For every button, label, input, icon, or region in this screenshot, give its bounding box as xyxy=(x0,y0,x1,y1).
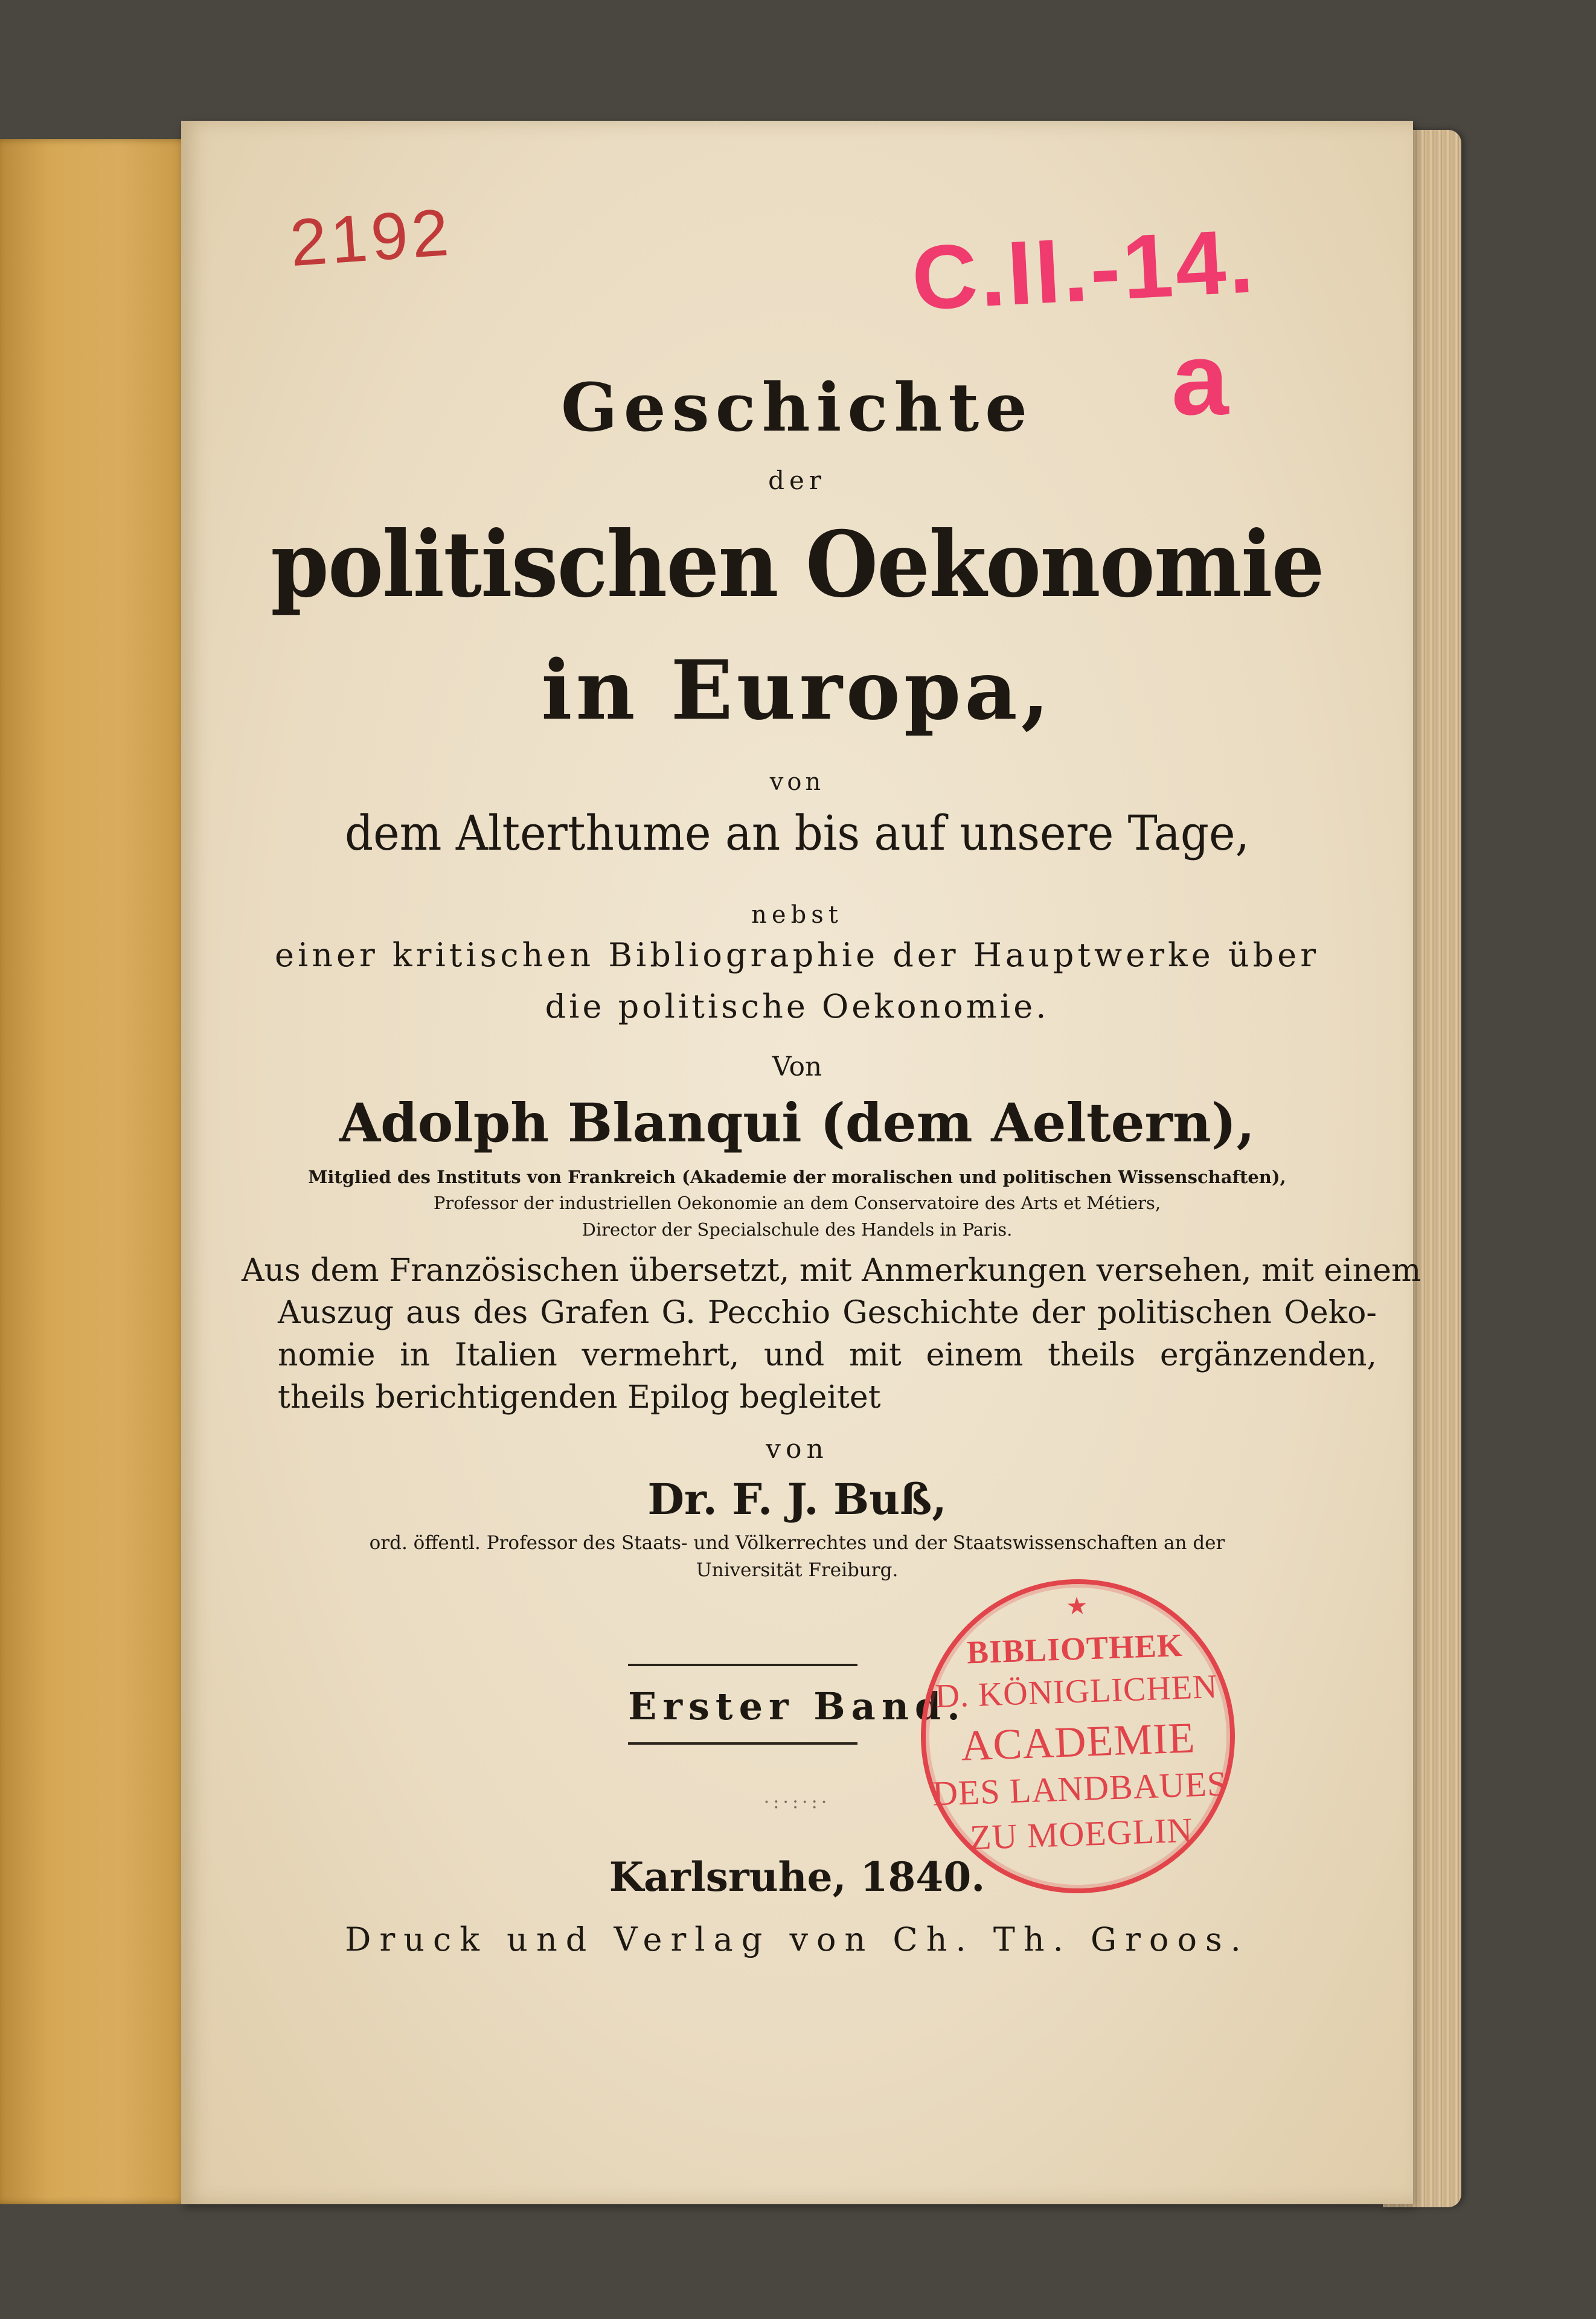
title-nebst: nebst xyxy=(751,901,843,929)
book-cover-board xyxy=(0,139,199,2204)
volume-label: Erster Band. xyxy=(628,1684,966,1728)
title-region: in Europa, xyxy=(541,642,1053,738)
translator-by: von xyxy=(766,1434,828,1464)
call-number-suffix: a xyxy=(1171,322,1229,437)
stamp-line-3: ACADEMIE xyxy=(960,1713,1196,1770)
bibliography-line-1: einer kritischen Bibliographie der Hauptwerke über xyxy=(274,936,1320,974)
author-name: Adolph Blanqui (dem Aeltern), xyxy=(339,1091,1255,1154)
translator-affiliation-2: Universität Freiburg. xyxy=(696,1559,899,1581)
title-page xyxy=(181,121,1421,2204)
library-stamp xyxy=(915,1574,1240,1899)
translation-note-line-1: Aus dem Französischen übersetzt, mit Anmerkungen versehen, mit einem xyxy=(242,1253,1421,1289)
author-by: Von xyxy=(772,1051,822,1082)
title-main: politischen Oekonomie xyxy=(271,512,1324,618)
author-affiliation-2: Professor der industriellen Oekonomie an dem Conservatoire des Arts et Métiers, xyxy=(433,1193,1161,1213)
translator-name: Dr. F. J. Buß, xyxy=(647,1474,947,1524)
translation-note-line-4: theils berichtigenden Epilog begleitet xyxy=(278,1379,881,1416)
stamp-star-icon: ★ xyxy=(1065,1592,1089,1621)
imprint-place-year: Karlsruhe, 1840. xyxy=(609,1853,985,1900)
stamp-line-5: ZU MOEGLIN xyxy=(969,1810,1194,1858)
bibliography-line-2: die politische Oekonomie. xyxy=(545,987,1050,1025)
title-word-geschichte: Geschichte xyxy=(560,368,1034,446)
translation-note-line-3: nomie in Italien vermehrt, und mit einem theils ergänzenden, xyxy=(278,1337,1377,1373)
title-von: von xyxy=(769,768,825,796)
stamp-line-1: BIBLIOTHEK xyxy=(966,1626,1184,1671)
title-der: der xyxy=(768,466,826,495)
shelfmark-annotation: 2192 xyxy=(287,194,455,281)
call-number-annotation: C.II.-14. xyxy=(909,210,1258,329)
imprint-publisher: Druck und Verlag von Ch. Th. Groos. xyxy=(345,1920,1249,1958)
printer-ornament-icon: ·:·:·:· xyxy=(763,1792,831,1813)
stamp-line-2: D. KÖNIGLICHEN xyxy=(934,1667,1219,1716)
title-subtitle: dem Alterthume an bis auf unsere Tage, xyxy=(345,805,1249,861)
author-affiliation-1: Mitglied des Instituts von Frankreich (Akademie der moralischen und politischen Wissenschaften), xyxy=(308,1167,1286,1187)
title-page-content xyxy=(181,121,1421,2204)
volume-rule-top xyxy=(628,1664,857,1666)
stamp-line-4: DES LANDBAUES xyxy=(931,1763,1228,1814)
volume-rule-bottom xyxy=(628,1742,857,1745)
author-affiliation-3: Director der Specialschule des Handels in Paris. xyxy=(582,1219,1013,1240)
translator-affiliation-1: ord. öffentl. Professor des Staats- und Völkerrechtes und der Staatswissenschaften an der xyxy=(369,1532,1225,1554)
translation-note-line-2: Auszug aus des Grafen G. Pecchio Geschichte der politischen Oeko- xyxy=(278,1295,1377,1331)
